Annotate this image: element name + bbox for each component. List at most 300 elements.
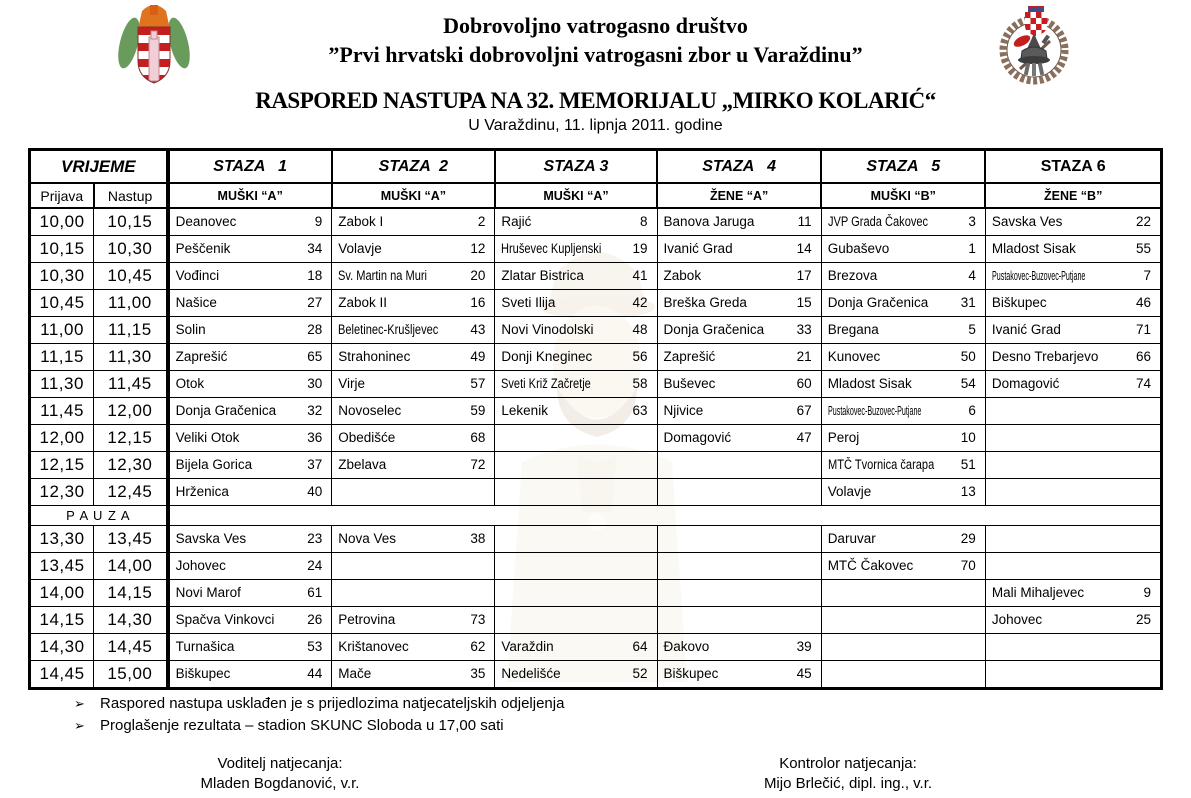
staza-1-category: MUŠKI “A” xyxy=(168,183,332,208)
pauza-row xyxy=(30,506,1162,526)
team-number: 23 xyxy=(307,531,323,546)
team-number: 47 xyxy=(796,430,812,445)
team-name: Sveti Ilija xyxy=(501,295,556,310)
prijava-time-cell: 12,15 xyxy=(30,452,94,479)
team-name: Johovec xyxy=(991,612,1043,627)
team-cell xyxy=(168,452,332,479)
nastup-time-cell: 14,15 xyxy=(94,580,168,607)
team-number: 56 xyxy=(632,349,648,364)
team-number: 73 xyxy=(470,612,486,627)
varazdin-coat-of-arms-logo xyxy=(112,3,196,92)
team-number: 74 xyxy=(1135,376,1151,391)
nastup-time-cell: 11,15 xyxy=(94,317,168,344)
team-number: 18 xyxy=(307,268,323,283)
team-number: 33 xyxy=(796,322,812,337)
note-line xyxy=(74,693,564,715)
team-name: Peščenik xyxy=(175,241,231,256)
team-cell xyxy=(985,208,1161,236)
prijava-time-cell: 14,15 xyxy=(30,607,94,634)
team-name: Novoselec xyxy=(338,403,402,418)
team-cell xyxy=(821,479,985,506)
team-name: Ivanić Grad xyxy=(991,322,1061,337)
empty-cell xyxy=(657,607,821,634)
team-name: Gubaševo xyxy=(827,241,890,256)
team-cell xyxy=(821,317,985,344)
schedule-row xyxy=(30,371,1162,398)
schedule-row xyxy=(30,452,1162,479)
team-number: 34 xyxy=(307,241,323,256)
team-cell xyxy=(821,425,985,452)
team-cell xyxy=(821,290,985,317)
document-subtitle: U Varaždinu, 11. lipnja 2011. godine xyxy=(468,117,723,134)
team-cell xyxy=(821,526,985,553)
team-cell xyxy=(168,263,332,290)
team-cell xyxy=(332,290,495,317)
empty-cell xyxy=(332,553,495,580)
pauza-empty-strip xyxy=(168,506,1162,526)
team-name: Solin xyxy=(175,322,206,337)
team-name: Hrženica xyxy=(175,484,229,499)
team-name: MTČ Tvornica čarapa xyxy=(827,457,934,472)
empty-cell xyxy=(495,425,657,452)
team-cell xyxy=(495,661,657,689)
empty-cell xyxy=(657,580,821,607)
empty-cell xyxy=(657,526,821,553)
team-cell xyxy=(332,607,495,634)
team-number: 5 xyxy=(968,322,976,337)
team-cell xyxy=(332,236,495,263)
team-number: 46 xyxy=(1135,295,1151,310)
schedule-row xyxy=(30,398,1162,425)
team-cell xyxy=(168,290,332,317)
document-title: RASPORED NASTUPA NA 32. MEMORIJALU „MIRKO KOLARIĆ“ xyxy=(255,88,936,113)
team-cell xyxy=(985,263,1161,290)
team-name: Savska Ves xyxy=(175,531,247,546)
empty-cell xyxy=(657,452,821,479)
team-cell xyxy=(168,398,332,425)
team-name: Banova Jaruga xyxy=(663,214,755,229)
team-number: 6 xyxy=(968,403,976,418)
prijava-time-cell: 10,30 xyxy=(30,263,94,290)
team-cell xyxy=(985,236,1161,263)
team-cell xyxy=(168,607,332,634)
empty-cell xyxy=(495,452,657,479)
prijava-header: Prijava xyxy=(30,183,94,208)
team-name: Biškupec xyxy=(663,666,719,681)
team-number: 59 xyxy=(470,403,486,418)
team-number: 49 xyxy=(470,349,486,364)
team-name: Krištanovec xyxy=(338,639,409,654)
team-number: 15 xyxy=(796,295,812,310)
team-name: Spačva Vinkovci xyxy=(175,612,275,627)
team-name: Donja Gračenica xyxy=(827,295,929,310)
team-number: 53 xyxy=(307,639,323,654)
team-cell xyxy=(332,526,495,553)
team-cell xyxy=(168,425,332,452)
prijava-time-cell: 13,45 xyxy=(30,553,94,580)
team-number: 3 xyxy=(968,214,976,229)
team-name: Kunovec xyxy=(827,349,881,364)
team-number: 17 xyxy=(796,268,812,283)
nastup-time-cell: 13,45 xyxy=(94,526,168,553)
team-name: Nova Ves xyxy=(338,531,397,546)
team-cell xyxy=(657,208,821,236)
team-number: 12 xyxy=(470,241,486,256)
signature-name: Mijo Brlečić, dipl. ing., v.r. xyxy=(763,775,933,792)
team-number: 26 xyxy=(307,612,323,627)
staza-3-category: MUŠKI “A” xyxy=(495,183,657,208)
team-cell xyxy=(495,290,657,317)
org-name-line2: ”Prvi hrvatski dobrovoljni vatrogasni zbor u Varaždinu” xyxy=(328,42,863,67)
team-number: 13 xyxy=(960,484,976,499)
team-name: Donja Gračenica xyxy=(175,403,277,418)
prijava-time-cell: 12,00 xyxy=(30,425,94,452)
team-name: Mladost Sisak xyxy=(991,241,1076,256)
team-number: 41 xyxy=(632,268,648,283)
team-number: 14 xyxy=(796,241,812,256)
prijava-time-cell: 11,00 xyxy=(30,317,94,344)
team-cell xyxy=(821,398,985,425)
schedule-row xyxy=(30,634,1162,661)
note-text: Raspored nastupa usklađen je s prijedlozima natjecateljskih odjeljenja xyxy=(100,695,565,712)
empty-cell xyxy=(985,452,1161,479)
nastup-time-cell: 11,00 xyxy=(94,290,168,317)
team-cell xyxy=(985,317,1161,344)
team-number: 39 xyxy=(796,639,812,654)
team-name: Nedelišće xyxy=(501,666,561,681)
team-name: Zlatar Bistrica xyxy=(501,268,584,283)
team-cell xyxy=(332,344,495,371)
team-name: Savska Ves xyxy=(991,214,1063,229)
team-name: Johovec xyxy=(175,558,226,573)
team-cell xyxy=(657,236,821,263)
team-number: 55 xyxy=(1135,241,1151,256)
team-cell xyxy=(985,344,1161,371)
team-cell xyxy=(985,371,1161,398)
team-number: 52 xyxy=(632,666,648,681)
team-cell xyxy=(495,634,657,661)
nastup-time-cell: 12,15 xyxy=(94,425,168,452)
team-name: Donji Kneginec xyxy=(501,349,593,364)
team-name: Mladost Sisak xyxy=(827,376,912,391)
team-name: Biškupec xyxy=(175,666,231,681)
team-name: Volavje xyxy=(827,484,872,499)
team-number: 11 xyxy=(797,214,812,229)
team-name: Zbelava xyxy=(338,457,387,472)
team-name: Zaprešić xyxy=(663,349,716,364)
team-number: 44 xyxy=(307,666,323,681)
team-name: Vođinci xyxy=(175,268,220,283)
team-name: Zabok xyxy=(663,268,702,283)
notes-list xyxy=(74,693,564,737)
team-name: Pustakovec-Buzovec-Putjane xyxy=(991,268,1086,283)
empty-cell xyxy=(821,634,985,661)
team-number: 2 xyxy=(477,214,486,229)
team-name: Zaprešić xyxy=(175,349,228,364)
team-name: Bijela Gorica xyxy=(175,457,253,472)
team-name: Deanovec xyxy=(175,214,237,229)
team-name: Daruvar xyxy=(827,531,876,546)
nastup-time-cell: 14,45 xyxy=(94,634,168,661)
team-cell xyxy=(332,634,495,661)
team-number: 61 xyxy=(307,585,323,600)
staza-6-category: ŽENE “B” xyxy=(985,183,1161,208)
team-name: Zabok I xyxy=(338,214,384,229)
team-name: Strahoninec xyxy=(338,349,411,364)
prijava-time-cell: 11,30 xyxy=(30,371,94,398)
team-cell xyxy=(168,344,332,371)
staza-header-row xyxy=(30,150,1162,184)
team-number: 57 xyxy=(470,376,486,391)
team-cell xyxy=(495,263,657,290)
note-text: Proglašenje rezultata – stadion SKUNC Sloboda u 17,00 sati xyxy=(100,717,504,734)
nastup-time-cell: 11,30 xyxy=(94,344,168,371)
team-number: 51 xyxy=(960,457,976,472)
team-cell xyxy=(821,371,985,398)
team-name: Novi Marof xyxy=(175,585,241,600)
note-line xyxy=(74,715,564,737)
team-number: 28 xyxy=(307,322,323,337)
nastup-time-cell: 10,45 xyxy=(94,263,168,290)
empty-cell xyxy=(985,634,1161,661)
nastup-time-cell: 12,45 xyxy=(94,479,168,506)
team-name: MTČ Čakovec xyxy=(827,558,914,573)
team-name: Petrovina xyxy=(338,612,396,627)
team-number: 45 xyxy=(796,666,812,681)
team-cell xyxy=(332,425,495,452)
empty-cell xyxy=(985,526,1161,553)
team-number: 19 xyxy=(632,241,648,256)
schedule-body xyxy=(30,208,1162,689)
team-name: Rajić xyxy=(501,214,532,229)
prijava-time-cell: 14,45 xyxy=(30,661,94,689)
team-name: Domagović xyxy=(663,430,732,445)
team-number: 48 xyxy=(632,322,648,337)
empty-cell xyxy=(495,479,657,506)
team-number: 31 xyxy=(960,295,976,310)
prijava-time-cell: 13,30 xyxy=(30,526,94,553)
team-cell xyxy=(332,661,495,689)
team-name: Mače xyxy=(338,666,372,681)
team-number: 9 xyxy=(1143,585,1151,600)
team-name: Sv. Martin na Muri xyxy=(338,268,428,283)
team-number: 42 xyxy=(632,295,648,310)
arrow-bullet-icon: ➢ xyxy=(74,718,85,733)
empty-cell xyxy=(821,607,985,634)
team-cell xyxy=(332,263,495,290)
team-number: 4 xyxy=(968,268,976,283)
prijava-time-cell: 14,30 xyxy=(30,634,94,661)
team-number: 7 xyxy=(1143,268,1151,283)
team-cell xyxy=(332,452,495,479)
team-cell xyxy=(168,236,332,263)
nastup-time-cell: 14,00 xyxy=(94,553,168,580)
schedule-row xyxy=(30,526,1162,553)
team-number: 68 xyxy=(470,430,486,445)
team-name: Lekenik xyxy=(501,403,548,418)
team-cell xyxy=(821,236,985,263)
signature-right xyxy=(688,754,1008,794)
team-number: 72 xyxy=(470,457,486,472)
team-number: 40 xyxy=(307,484,323,499)
team-cell xyxy=(168,317,332,344)
team-name: Biškupec xyxy=(991,295,1047,310)
team-number: 10 xyxy=(960,430,976,445)
staza-5-header: STAZA 5 xyxy=(821,150,985,184)
team-name: Beletinec-Krušljevec xyxy=(338,322,439,337)
team-number: 21 xyxy=(796,349,812,364)
team-name: Varaždin xyxy=(501,639,554,654)
team-name: Mali Mihaljevec xyxy=(991,585,1085,600)
team-number: 65 xyxy=(307,349,323,364)
team-cell xyxy=(495,398,657,425)
team-cell xyxy=(985,290,1161,317)
team-cell xyxy=(168,580,332,607)
team-name: Virje xyxy=(338,376,366,391)
team-cell xyxy=(332,208,495,236)
nastup-time-cell: 12,30 xyxy=(94,452,168,479)
empty-cell xyxy=(985,398,1161,425)
team-cell xyxy=(168,371,332,398)
team-number: 70 xyxy=(960,558,976,573)
empty-cell xyxy=(495,607,657,634)
pauza-label: P A U Z A xyxy=(30,506,168,526)
staza-5-category: MUŠKI “B” xyxy=(821,183,985,208)
team-number: 24 xyxy=(307,558,323,573)
team-name: Njivice xyxy=(663,403,704,418)
schedule-row xyxy=(30,607,1162,634)
team-cell xyxy=(495,317,657,344)
category-header-row xyxy=(30,183,1162,208)
empty-cell xyxy=(821,661,985,689)
team-cell xyxy=(657,425,821,452)
team-name: Desno Trebarjevo xyxy=(991,349,1099,364)
empty-cell xyxy=(495,553,657,580)
team-name: Donja Gračenica xyxy=(663,322,765,337)
team-name: Zabok II xyxy=(338,295,388,310)
team-name: Đakovo xyxy=(663,639,710,654)
team-cell xyxy=(821,263,985,290)
nastup-time-cell: 12,00 xyxy=(94,398,168,425)
team-number: 50 xyxy=(960,349,976,364)
team-cell xyxy=(332,317,495,344)
nastup-time-cell: 10,30 xyxy=(94,236,168,263)
schedule-row xyxy=(30,317,1162,344)
team-name: Bregana xyxy=(827,322,879,337)
team-number: 38 xyxy=(470,531,486,546)
schedule-row xyxy=(30,344,1162,371)
schedule-row xyxy=(30,263,1162,290)
team-cell xyxy=(168,634,332,661)
nastup-time-cell: 11,45 xyxy=(94,371,168,398)
schedule-row xyxy=(30,553,1162,580)
team-cell xyxy=(495,371,657,398)
staza-3-header: STAZA 3 xyxy=(495,150,657,184)
team-cell xyxy=(168,661,332,689)
staza-2-category: MUŠKI “A” xyxy=(332,183,495,208)
team-name: Otok xyxy=(175,376,205,391)
schedule-row xyxy=(30,479,1162,506)
signature-role: Voditelj natjecanja: xyxy=(217,755,343,772)
team-number: 16 xyxy=(470,295,486,310)
team-name: Hruševec Kupljenski xyxy=(501,241,602,256)
staza-1-header: STAZA 1 xyxy=(168,150,332,184)
team-name: Obedišće xyxy=(338,430,396,445)
schedule-row xyxy=(30,236,1162,263)
team-name: JVP Grada Čakovec xyxy=(827,214,928,229)
schedule-row xyxy=(30,290,1162,317)
team-name: Peroj xyxy=(827,430,860,445)
team-name: Turnašica xyxy=(175,639,235,654)
team-name: Buševec xyxy=(663,376,716,391)
firefighter-emblem-logo xyxy=(992,3,1076,92)
team-cell xyxy=(821,344,985,371)
team-number: 9 xyxy=(314,214,323,229)
team-cell xyxy=(168,479,332,506)
team-name: Našice xyxy=(175,295,217,310)
prijava-time-cell: 11,15 xyxy=(30,344,94,371)
schedule-row xyxy=(30,661,1162,689)
team-number: 35 xyxy=(470,666,486,681)
prijava-time-cell: 10,45 xyxy=(30,290,94,317)
team-number: 62 xyxy=(470,639,486,654)
team-number: 22 xyxy=(1135,214,1151,229)
prijava-time-cell: 12,30 xyxy=(30,479,94,506)
signature-name: Mladen Bogdanović, v.r. xyxy=(200,775,360,792)
nastup-header: Nastup xyxy=(94,183,168,208)
staza-4-category: ŽENE “A” xyxy=(657,183,821,208)
team-cell xyxy=(985,580,1161,607)
team-number: 63 xyxy=(632,403,648,418)
team-cell xyxy=(168,208,332,236)
team-number: 67 xyxy=(796,403,812,418)
team-number: 64 xyxy=(632,639,648,654)
staza-4-header: STAZA 4 xyxy=(657,150,821,184)
team-name: Breška Greda xyxy=(663,295,747,310)
empty-cell xyxy=(332,580,495,607)
team-number: 8 xyxy=(640,214,648,229)
empty-cell xyxy=(495,526,657,553)
schedule-row xyxy=(30,580,1162,607)
team-cell xyxy=(168,553,332,580)
team-cell xyxy=(332,371,495,398)
team-cell xyxy=(495,236,657,263)
team-number: 36 xyxy=(307,430,323,445)
prijava-time-cell: 10,00 xyxy=(30,208,94,236)
team-cell xyxy=(657,290,821,317)
team-cell xyxy=(821,208,985,236)
team-number: 27 xyxy=(307,295,323,310)
team-cell xyxy=(657,371,821,398)
team-number: 43 xyxy=(470,322,486,337)
team-number: 71 xyxy=(1135,322,1151,337)
team-cell xyxy=(657,317,821,344)
team-cell xyxy=(985,607,1161,634)
team-number: 58 xyxy=(632,376,648,391)
team-number: 25 xyxy=(1135,612,1151,627)
time-header: VRIJEME xyxy=(30,150,168,184)
empty-cell xyxy=(495,580,657,607)
empty-cell xyxy=(657,553,821,580)
team-name: Domagović xyxy=(991,376,1060,391)
staza-2-header: STAZA 2 xyxy=(332,150,495,184)
team-cell xyxy=(657,398,821,425)
team-number: 30 xyxy=(307,376,323,391)
team-cell xyxy=(657,263,821,290)
empty-cell xyxy=(985,425,1161,452)
schedule-table xyxy=(28,148,1163,690)
team-number: 66 xyxy=(1135,349,1151,364)
